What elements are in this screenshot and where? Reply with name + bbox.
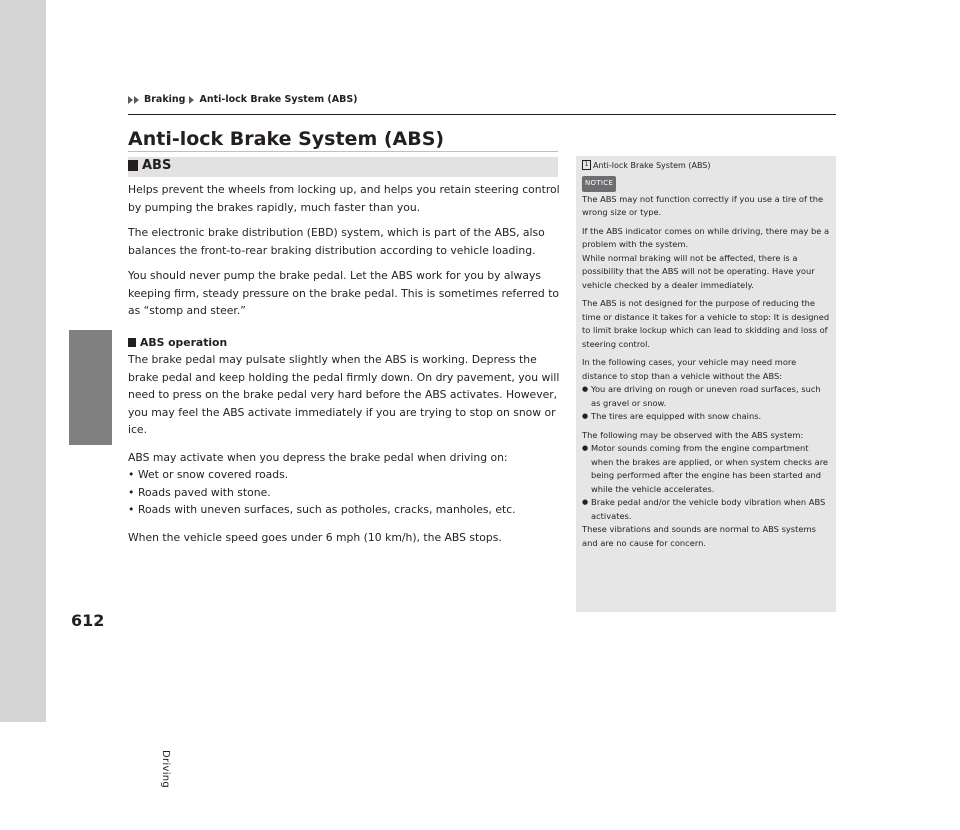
sidebar-title: Anti-lock Brake System (ABS) (593, 160, 711, 170)
paragraph: When the vehicle speed goes under 6 mph (10 km/h), the ABS stops. (128, 530, 502, 544)
list-item: • Roads with uneven surfaces, such as potholes, cracks, manholes, etc. (128, 501, 560, 519)
chapter-tab (91, 358, 171, 789)
notice-badge: NOTICE (582, 176, 616, 192)
sidebar-header (582, 160, 711, 170)
sidebar-paragraph: If the ABS indicator comes on while driving, there may be a problem with the system. (582, 225, 830, 249)
sidebar-list-item: ● You are driving on rough or uneven road surfaces, such as gravel or snow. (582, 383, 832, 410)
breadcrumb-item[interactable]: Anti-lock Brake System (ABS) (199, 94, 358, 105)
sidebar-list-item: ● Brake pedal and/or the vehicle body vibration when ABS activates. (582, 496, 832, 523)
section-title: ABS (142, 158, 172, 173)
page-number: 612 (71, 611, 105, 630)
sidebar-paragraph: While normal braking will not be affected, there is a possibility that the ABS will not be operating. Have your vehicle checked by a dealer immediately. (582, 252, 815, 290)
sidebar-paragraph: The ABS may not function correctly if you use a tire of the wrong size or type. (582, 193, 824, 217)
paragraph: The brake pedal may pulsate slightly when the ABS is working. Depress the brake pedal and keep holding the pedal firmly down. On dry pavement, you will need to press on the brake pedal very hard before the ABS activates. However, you may feel the ABS activate immediately if you are trying to stop on snow or ice. (128, 353, 560, 436)
conditions-list (128, 466, 560, 519)
sidebar-body (582, 176, 832, 555)
header-rule (128, 114, 836, 115)
sidebar-list-item: ● Motor sounds coming from the engine compartment when the brakes are applied, or when system checks are being performed after the engine has been started and while the vehicle accelerates. (582, 442, 832, 496)
paragraph: Helps prevent the wheels from locking up, and helps you retain steering control by pumping the brakes rapidly, much faster than you. (128, 183, 560, 214)
list-item: • Wet or snow covered roads. (128, 466, 560, 484)
paragraph: The electronic brake distribution (EBD) system, which is part of the ABS, also balances the front-to-rear braking distribution according to vehicle loading. (128, 226, 545, 257)
breadcrumb-arrow-icon (189, 96, 194, 104)
breadcrumb (128, 94, 358, 105)
section-header (128, 157, 558, 177)
section-square-icon (128, 160, 138, 171)
chapter-tab-label: Driving (160, 750, 171, 789)
main-content (128, 181, 560, 554)
sidebar-paragraph: The ABS is not designed for the purpose of reducing the time or distance it takes for a vehicle to stop: It is designed to limit brake lockup which can lead to skidding and loss of steering control. (582, 298, 830, 349)
sidebar-list-item: ● The tires are equipped with snow chains. (582, 410, 832, 424)
breadcrumb-item[interactable]: Braking (144, 94, 186, 105)
breadcrumb-arrow-icon (134, 96, 139, 104)
breadcrumb-arrow-icon (128, 96, 133, 104)
subsection-title: ABS operation (140, 335, 228, 349)
sidebar-list (582, 442, 832, 523)
subsection-square-icon (128, 338, 136, 347)
subsection-header (128, 334, 560, 352)
sidebar-note (576, 156, 836, 612)
sidebar-list (582, 383, 832, 424)
list-intro: ABS may activate when you depress the brake pedal when driving on: (128, 450, 508, 464)
title-rule (128, 151, 558, 152)
list-item: • Roads paved with stone. (128, 484, 560, 502)
sidebar-paragraph: The following may be observed with the ABS system: (582, 429, 804, 440)
page-title: Anti-lock Brake System (ABS) (128, 128, 445, 150)
paragraph: You should never pump the brake pedal. Let the ABS work for you by always keeping firm, steady pressure on the brake pedal. This is sometimes referred to as “stomp and steer.” (128, 269, 560, 317)
side-tab-background (0, 0, 46, 722)
reference-number-icon: 1 (582, 160, 591, 170)
sidebar-paragraph: These vibrations and sounds are normal to ABS systems and are no cause for concern. (582, 524, 816, 548)
sidebar-paragraph: In the following cases, your vehicle may need more distance to stop than a vehicle without the ABS: (582, 357, 797, 381)
